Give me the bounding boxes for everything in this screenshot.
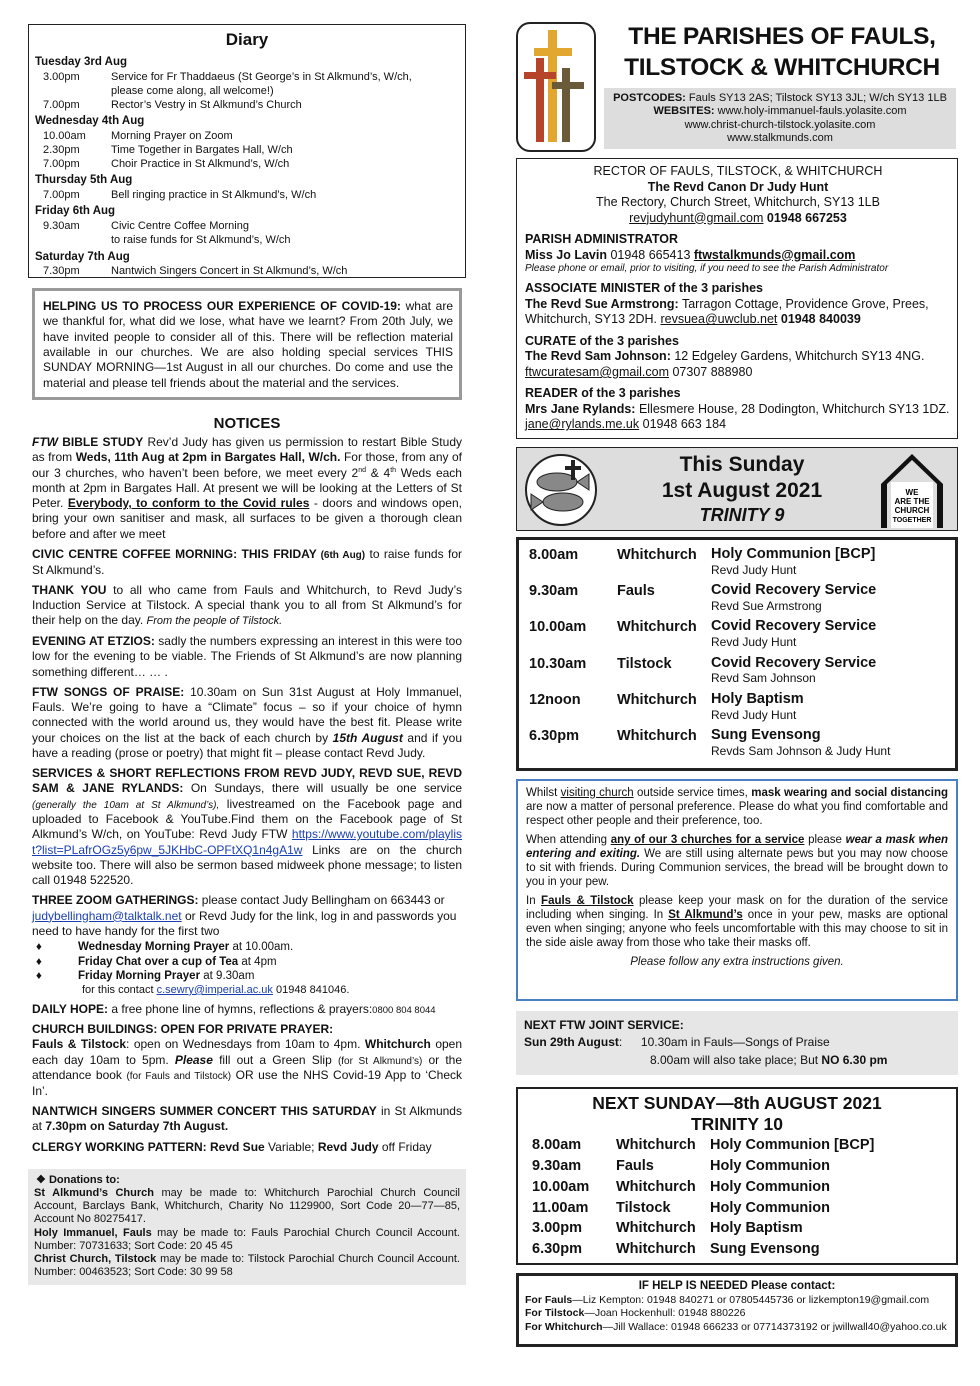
curate-email[interactable]: ftwcuratesam@gmail.com bbox=[525, 364, 669, 379]
next-service-row: 9.30am Fauls Holy Communion bbox=[532, 1157, 831, 1174]
event-time: 2.30pm bbox=[43, 144, 80, 157]
zoom-item: ♦ Friday Chat over a cup of Tea at 4pm bbox=[32, 955, 462, 970]
event-desc: Service for Fr Thaddaeus (St George’s in St Alkmund’s, W/ch, please come along, all welcome!) bbox=[111, 71, 412, 98]
parish-header bbox=[516, 22, 958, 154]
help-contacts-box: IF HELP IS NEEDED Please contact: For Fauls—Liz Kempton: 01948 840271 or 07805445736 or lizkempton19@gmail.com For Tilstock—Joan Hockenhull: 01948 880226 For Whitchurch—Jill Wallace: 01948 666233 or 07714373192 or jwillwall40@yahoo.co.uk bbox=[516, 1273, 958, 1347]
service-time: 10.00am bbox=[529, 619, 587, 636]
reader-email[interactable]: jane@rylands.me.uk bbox=[525, 417, 640, 432]
notices-title: NOTICES bbox=[213, 415, 281, 433]
next-service-row: 11.00am Tilstock Holy Communion bbox=[532, 1199, 831, 1216]
service-place: Whitchurch bbox=[617, 546, 697, 563]
diamond-bullet-icon: ♦ bbox=[36, 970, 42, 983]
service-name: Covid Recovery Service bbox=[711, 618, 877, 635]
svg-text:CHURCH: CHURCH bbox=[894, 505, 930, 515]
crosses-logo bbox=[516, 22, 596, 152]
admin-block: PARISH ADMINISTRATOR Miss Jo Lavin 01948 665413 ftwstalkmunds@gmail.com Please phone or email, prior to visiting, if you need to see the Parish Administrator bbox=[525, 232, 889, 274]
help-contact-line: For Whitchurch—Jill Wallace: 01948 666233 or 07714373192 or jwillwall40@yahoo.co.uk bbox=[525, 1321, 947, 1334]
donation-item: Christ Church, Tilstock may be made to: Tilstock Parochial Church Council Account. Number: 00463523; Sort Code: 30 99 58 bbox=[34, 1253, 460, 1279]
zoom-contact: for this contact c.sewry@imperial.ac.uk 01948 841046. bbox=[82, 983, 350, 996]
curate-block: CURATE of the 3 parishes The Revd Sam Johnson: 12 Edgeley Gardens, Whitchurch SY13 4NG. ftwcuratesam@gmail.com 07307 888980 bbox=[525, 333, 925, 379]
diary-day: Saturday 7th Aug bbox=[35, 250, 130, 263]
reflections-notice: SERVICES & SHORT REFLECTIONS FROM REVD JUDY, REVD SUE, REVD SAM & JANE RYLANDS: On Sundays, there will usually be one service (generally the 10am at St Alkmund’s), livestreamed on the Facebook page and uploaded to Facebook & YouTube.Find them on the Facebook page of St Alkmund’s W/ch, on YouTube: Revd Judy FTW https://www.youtube.com/playlist?list=PLafrOGz5y6pw_5JKHbC-OPFtXQ1n4gA1w Links are on the church website too. There will also be sermon based midweek phone message; to listen call 01948 522520. bbox=[32, 766, 462, 888]
event-time: 7.00pm bbox=[43, 158, 80, 171]
diary-days bbox=[35, 55, 459, 278]
next-service-row: 3.00pm Whitchurch Holy Baptism bbox=[532, 1220, 803, 1237]
service-row bbox=[525, 546, 949, 578]
service-leader: Revd Judy Hunt bbox=[711, 562, 797, 577]
admin-email[interactable]: ftwstalkmunds@gmail.com bbox=[693, 247, 856, 262]
donation-item: St Alkmund’s Church may be made to: Whitchurch Parochial Church Council Account, Barclays Bank, Whitchurch, Charity No 1129900, Sort Code 20—77—85, Account No 80275417. bbox=[34, 1187, 461, 1226]
diary-event bbox=[35, 143, 459, 157]
service-name: Holy Communion [BCP] bbox=[711, 545, 876, 562]
diary-day: Tuesday 3rd Aug bbox=[35, 56, 128, 69]
church-buildings-notice: CHURCH BUILDINGS: OPEN FOR PRIVATE PRAYER: Fauls & Tilstock: open on Wednesdays from 10am to 4pm. Whitchurch open each day 10am to 5pm. Please fill out a Green Slip (for St Alkmund’s) or the attendance book (for Fauls and Tilstock) OR use the NHS Covid-19 App to ‘Check In’. bbox=[32, 1022, 463, 1098]
service-place: Fauls bbox=[617, 583, 655, 600]
service-row bbox=[525, 618, 949, 650]
event-time: 10.00am bbox=[43, 130, 86, 143]
zoom-contact-email[interactable]: c.sewry@imperial.ac.uk bbox=[156, 983, 273, 996]
zoom-notice: THREE ZOOM GATHERINGS: please contact Judy Bellingham on 663443 or judybellingham@talktalk.net or Revd Judy for the link, log in and passwords you need to have handy for the first two bbox=[32, 893, 457, 938]
event-desc: Civic Centre Coffee Morning to raise funds for St Alkmund’s, W/ch bbox=[111, 220, 291, 247]
service-row bbox=[525, 655, 949, 687]
service-leader: Revd Sue Armstrong bbox=[711, 598, 822, 613]
event-time: 7.00pm bbox=[43, 189, 80, 202]
service-place: Whitchurch bbox=[617, 691, 697, 708]
next-service-row: 6.30pm Whitchurch Sung Evensong bbox=[532, 1241, 820, 1258]
service-leader: Revd Judy Hunt bbox=[711, 635, 797, 650]
help-contact-line: For Tilstock—Joan Hockenhull: 01948 880226 bbox=[525, 1307, 746, 1320]
service-place: Whitchurch bbox=[617, 728, 697, 745]
event-time: 9.30am bbox=[43, 220, 80, 233]
contacts-box bbox=[516, 158, 958, 439]
service-row bbox=[525, 727, 949, 759]
event-desc: Choir Practice in St Alkmund’s, W/ch bbox=[111, 158, 290, 171]
service-row bbox=[525, 691, 949, 723]
bible-study-notice: FTW BIBLE STUDY Rev’d Judy has given us permission to restart Bible Study as from Weds, 11th Aug at 2pm in Bargates Hall, W/ch. For those, from any of our 3 churches, who haven’t been before, we meet every 2nd & 4th Weds each month at 2pm in Bargates Hall. At present we will be looking at the Letters of St Peter. Everybody, to conform to the Covid rules - doors and windows open, bring your own sanitiser and mask, all surfaces to be given a thorough clean before and after we meet bbox=[32, 435, 463, 541]
zoom-item: ♦ Friday Morning Prayer at 9.30am bbox=[32, 969, 462, 984]
zoom-email-link[interactable]: judybellingham@talktalk.net bbox=[32, 908, 182, 923]
diary-day: Friday 6th Aug bbox=[35, 205, 116, 218]
diary-box bbox=[28, 24, 466, 278]
service-name: Holy Baptism bbox=[711, 690, 804, 707]
diary-title: Diary bbox=[225, 30, 269, 49]
this-sunday-services bbox=[516, 537, 958, 771]
left-column bbox=[28, 24, 466, 1285]
next-sunday-box: NEXT SUNDAY—8th AUGUST 2021 TRINITY 10 8.00am Whitchurch Holy Communion [BCP] 9.30am Fauls Holy Communion 10.00am Whitchurch Holy Communion 11.00am Tilstock Holy Communion 3.00pm Whitchurch Holy Baptism 6.30pm Whitchurch Sung Evensong bbox=[516, 1087, 958, 1265]
service-leader: Revd Sam Johnson bbox=[711, 671, 816, 686]
event-desc: Nantwich Singers Concert in St Alkmund’s, W/ch bbox=[111, 265, 348, 278]
covid-heading: HELPING US TO PROCESS OUR EXPERIENCE OF COVID-19: bbox=[43, 299, 401, 313]
diary-day: Wednesday 4th Aug bbox=[35, 115, 145, 128]
service-time: 9.30am bbox=[529, 583, 579, 600]
this-sunday-title: This Sunday 1st August 2021 TRINITY 9 bbox=[661, 452, 823, 526]
three-crosses-icon bbox=[518, 24, 594, 150]
postcodes-websites-box: POSTCODES: Fauls SY13 2AS; Tilstock SY13 3JL; W/ch SY13 1LB WEBSITES: www.holy-immanuel-fauls.yolasite.com www.christ-church-tilstock.yolasite.com www.stalkmunds.com bbox=[604, 88, 956, 149]
fish-bread-icon bbox=[523, 452, 599, 528]
diamond-bullet-icon: ♦ bbox=[36, 941, 42, 954]
service-leader: Revds Sam Johnson & Judy Hunt bbox=[711, 743, 891, 758]
diamond-bullet-icon: ❖ bbox=[36, 1173, 46, 1186]
event-desc: Time Together in Bargates Hall, W/ch bbox=[111, 144, 293, 157]
svg-text:ARE THE: ARE THE bbox=[894, 496, 930, 506]
service-time: 6.30pm bbox=[529, 728, 579, 745]
service-name: Covid Recovery Service bbox=[711, 654, 877, 671]
event-time: 3.00pm bbox=[43, 71, 80, 84]
covid-body: what are we thankful for, what did we lose, what have we learnt? From 20th July, we have invited people to consider all of this. There will be reflection material available in our churches. We are also holding special services THIS SUNDAY MORNING—1st August in all our churches. Do come and use the material and please tell friends about the material and the services. bbox=[43, 299, 453, 390]
zoom-list bbox=[32, 940, 462, 984]
service-time: 8.00am bbox=[529, 546, 579, 563]
next-service-row: 10.00am Whitchurch Holy Communion bbox=[532, 1178, 831, 1195]
daily-hope-notice: DAILY HOPE: a free phone line of hymns, reflections & prayers:0800 804 8044 bbox=[32, 1001, 436, 1016]
diary-event bbox=[35, 264, 459, 278]
event-time: 7.30pm bbox=[43, 265, 80, 278]
diary-day: Thursday 5th Aug bbox=[35, 174, 133, 187]
service-row bbox=[525, 582, 949, 614]
donations-title: ❖ Donations to: bbox=[36, 1173, 120, 1186]
event-desc: Morning Prayer on Zoom bbox=[111, 130, 233, 143]
this-sunday-header bbox=[516, 447, 958, 531]
service-leader: Revd Judy Hunt bbox=[711, 707, 797, 722]
church-together-icon bbox=[875, 450, 949, 530]
diary-event bbox=[35, 70, 459, 98]
diary-event bbox=[35, 188, 459, 202]
associate-block: ASSOCIATE MINISTER of the 3 parishes The Revd Sue Armstrong: Tarragon Cottage, Providence Grove, Prees, Whitchurch, SY13 2DH. revsuea@uwclub.net 01948 840039 bbox=[525, 281, 929, 327]
service-place: Whitchurch bbox=[617, 619, 697, 636]
svg-text:TOGETHER: TOGETHER bbox=[892, 516, 932, 524]
next-ftw-service: NEXT FTW JOINT SERVICE: Sun 29th August : 10.30am in Fauls—Songs of Praise 8.00am will also take place; But NO 6.30 pm bbox=[516, 1011, 958, 1075]
songs-of-praise-notice: FTW SONGS OF PRAISE: 10.30am on Sun 31st August at Holy Immanuel, Fauls. We’re going to have a “Climate” focus – so if your choice of hymn connected with the world around us, they would have the best fit. Please write your choices on the list at the back of each church by 15th August and if you have a reading (prose or poetry) that might fit – please contact Revd Judy. bbox=[32, 684, 462, 760]
zoom-item: ♦ Wednesday Morning Prayer at 10.00am. bbox=[32, 940, 462, 955]
service-name: Sung Evensong bbox=[711, 727, 821, 744]
rector-email[interactable]: revjudyhunt@gmail.com bbox=[629, 210, 764, 225]
event-desc: Rector’s Vestry in St Alkmund’s Church bbox=[111, 99, 302, 112]
etzios-notice: EVENING AT ETZIOS: sadly the numbers expressing an interest in this were too low for the evening to be viable. The Friends of St Alkmund’s are now planning something different… … . bbox=[32, 634, 462, 679]
diary-event bbox=[35, 219, 459, 247]
clergy-pattern-notice: CLERGY WORKING PATTERN: Revd Sue Variable; Revd Judy off Friday bbox=[32, 1139, 432, 1154]
rector-block: RECTOR OF FAULS, TILSTOCK, & WHITCHURCH The Revd Canon Dr Judy Hunt The Rectory, Church Street, Whitchurch, SY13 1LB revjudyhunt@gmail.com 01948 667253 bbox=[593, 164, 883, 225]
diamond-bullet-icon: ♦ bbox=[36, 955, 42, 968]
service-time: 10.30am bbox=[529, 655, 587, 672]
service-time: 12noon bbox=[529, 691, 581, 708]
civic-centre-notice: CIVIC CENTRE COFFEE MORNING: THIS FRIDAY (6th Aug) to raise funds for St Alkmund’s. bbox=[32, 546, 462, 577]
help-contact-line: For Fauls—Liz Kempton: 01948 840271 or 07805445736 or lizkempton19@gmail.com bbox=[525, 1293, 930, 1306]
youtube-playlist-link[interactable]: https://www.youtube.com/playlist?list=PLafrOGz5y6pw_5JKHbC-OPFtXQ1n4gA1w bbox=[32, 827, 462, 857]
nantwich-notice: NANTWICH SINGERS SUMMER CONCERT THIS SATURDAY in St Alkmunds at 7.30pm on Saturday 7th August. bbox=[32, 1104, 462, 1134]
mask-guidance-box: Whilst visiting church outside service times, mask wearing and social distancing are now a matter of personal preference. Please do what you find comfortable and respect other people and their preference, too. When attending any of our 3 churches for a service please wear a mask when entering and exiting. We are still using alternate pews but you may now choose to sit with friends. During Communion services, the bread will be brought down to you in your pew. In Fauls & Tilstock please keep your mask on for the duration of the service including when singing. In St Alkmund’s once in your pew, masks are optional even when singing; anyone who feels uncomfortable with this may choose to sit in the side aisle away from those who take their masks off. Please follow any extra instructions given. bbox=[516, 779, 958, 1001]
covid-reflection-box bbox=[32, 288, 462, 400]
reader-block: READER of the 3 parishes Mrs Jane Rylands: Ellesmere House, 28 Dodington, Whitchurch SY13 1DZ. jane@rylands.me.uk 01948 663 184 bbox=[525, 386, 950, 432]
donation-item: Holy Immanuel, Fauls may be made to: Fauls Parochial Church Council Account. Number: 70731633; Sort Code: 20 45 45 bbox=[34, 1226, 460, 1252]
diary-event bbox=[35, 98, 459, 112]
parish-title: THE PARISHES OF FAULS, TILSTOCK & WHITCHURCH bbox=[624, 23, 940, 81]
right-column bbox=[516, 22, 958, 1347]
donations-box bbox=[28, 1169, 466, 1286]
thank-you-notice: THANK YOU to all who came from Fauls and Whitchurch, to Revd Judy’s Induction Service at Tilstock. A special thank you to all from St Alkmund’s for their help on the day. From the people of Tilstock. bbox=[32, 582, 462, 628]
service-place: Tilstock bbox=[617, 655, 672, 672]
svg-text:WE: WE bbox=[905, 487, 919, 497]
service-name: Covid Recovery Service bbox=[711, 582, 877, 599]
event-time: 7.00pm bbox=[43, 99, 80, 112]
assoc-email[interactable]: revsuea@uwclub.net bbox=[660, 312, 778, 327]
next-service-row: 8.00am Whitchurch Holy Communion [BCP] bbox=[532, 1136, 875, 1153]
notices-section bbox=[28, 414, 466, 1155]
diary-event bbox=[35, 157, 459, 171]
event-desc: Bell ringing practice in St Alkmund’s, W/ch bbox=[111, 189, 317, 202]
diary-event bbox=[35, 129, 459, 143]
